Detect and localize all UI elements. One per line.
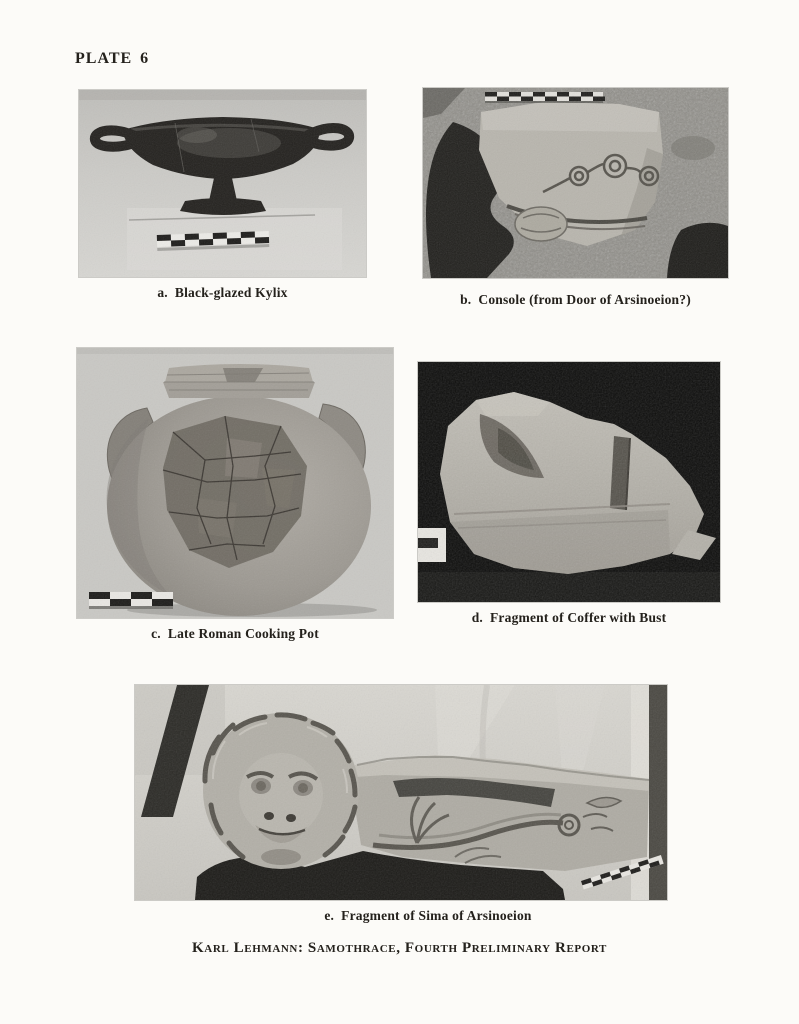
- figure-e-photo: [135, 685, 667, 900]
- figure-b-photo: [423, 88, 728, 278]
- figure-b-caption-letter: b.: [460, 292, 472, 307]
- cooking-pot-illustration: [77, 348, 393, 618]
- figure-d: [418, 362, 720, 626]
- figure-d-caption: [418, 610, 720, 626]
- figure-b-caption-text: Console (from Door of Arsinoeion?): [478, 292, 691, 307]
- figure-a-photo: [79, 90, 366, 277]
- footer-credit: Karl Lehmann: Samothrace, Fourth Preliminary Report: [192, 940, 607, 956]
- figure-c-caption: [77, 626, 393, 642]
- figure-a: [79, 90, 366, 301]
- figure-d-caption-text: Fragment of Coffer with Bust: [489, 610, 667, 625]
- figure-c-caption-letter: c.: [151, 626, 161, 641]
- figure-e: [135, 685, 667, 924]
- figure-c: [77, 348, 393, 642]
- kylix-illustration: [79, 90, 366, 277]
- figure-b: [423, 88, 728, 308]
- figure-a-caption: [79, 285, 366, 301]
- figure-b-caption: [423, 292, 728, 308]
- figure-c-photo: [77, 348, 393, 618]
- coffer-fragment-illustration: [418, 362, 720, 602]
- console-illustration: [423, 88, 728, 278]
- sima-fragment-illustration: [135, 685, 667, 900]
- figure-e-caption: [162, 908, 694, 924]
- figure-a-caption-letter: a.: [157, 285, 168, 300]
- figure-d-caption-letter: d.: [471, 610, 483, 625]
- figure-a-caption-text: Black-glazed Kylix: [174, 285, 288, 300]
- plate-title: PLATE 6: [75, 50, 150, 67]
- figure-e-caption-letter: e.: [324, 908, 335, 923]
- figure-c-caption-text: Late Roman Cooking Pot: [167, 626, 319, 641]
- figure-e-caption-text: Fragment of Sima of Arsinoeion: [341, 908, 532, 923]
- figure-d-photo: [418, 362, 720, 602]
